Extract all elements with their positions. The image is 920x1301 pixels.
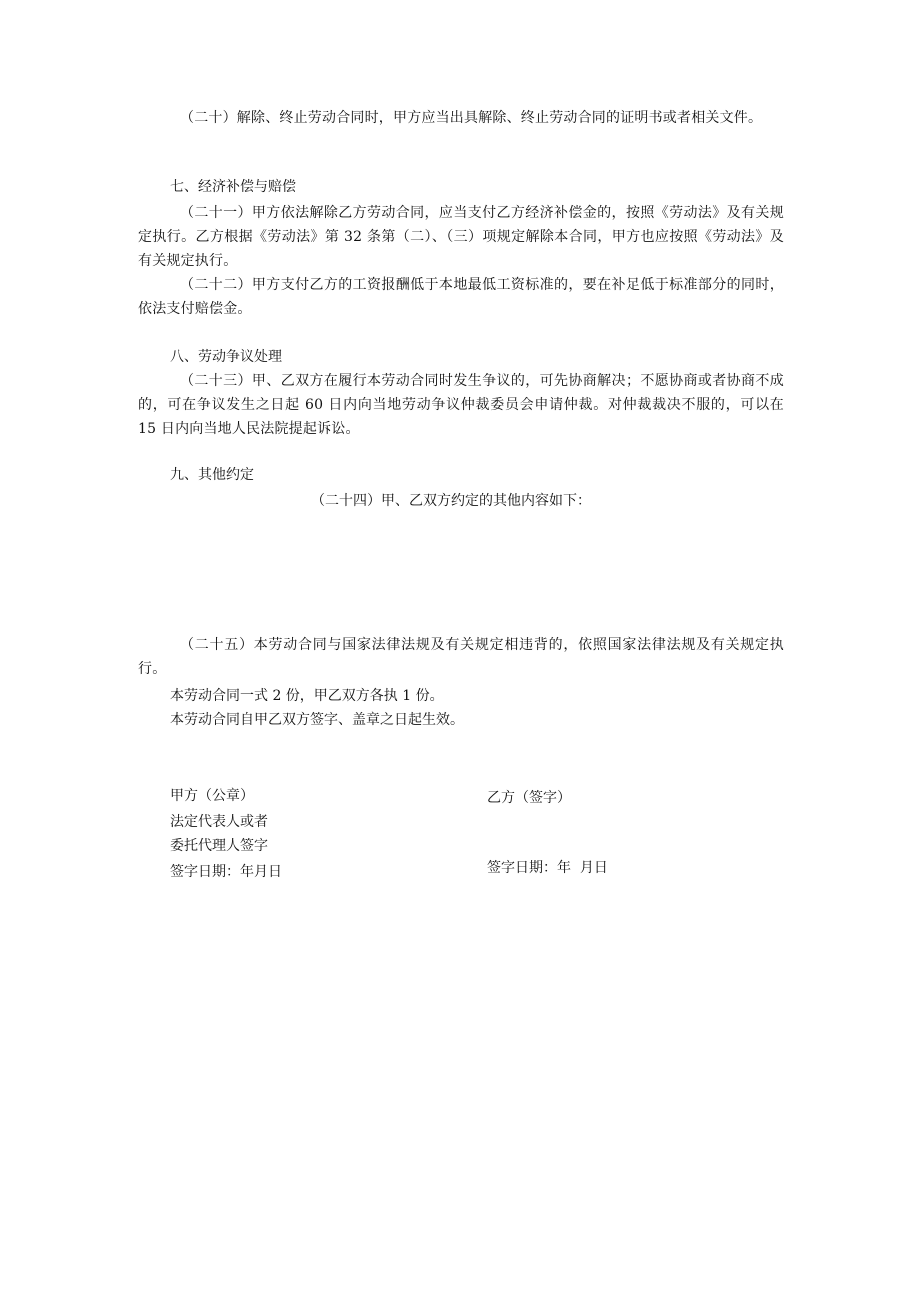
clause-24: （二十四）甲、乙双方约定的其他内容如下： bbox=[311, 493, 591, 509]
party-a-sign-date: 签字日期：年月日 bbox=[170, 864, 282, 880]
effective-statement: 本劳动合同自甲乙双方签字、盖章之日起生效。 bbox=[170, 712, 464, 728]
clause-20: （二十）解除、终止劳动合同时，甲方应当出具解除、终止劳动合同的证明书或者相关文件。 bbox=[180, 110, 763, 126]
clause-23: （二十三）甲、乙双方在履行本劳动合同时发生争议的，可先协商解决；不愿协商或者协商不成的，可在争议发生之日起 60 日内向当地劳动争议仲裁委员会申请仲裁。对仲裁裁决不服的，可以在 15 日内向当地人民法院提起诉讼。 bbox=[138, 373, 784, 437]
clause-22: （二十二）甲方支付乙方的工资报酬低于本地最低工资标准的，要在补足低于标准部分的同时，依法支付赔偿金。 bbox=[138, 277, 784, 317]
section-7-heading: 七、经济补偿与赔偿 bbox=[170, 179, 296, 195]
party-b-sign-date: 签字日期：年 月日 bbox=[487, 860, 608, 876]
party-a-label: 甲方（公章） bbox=[170, 788, 254, 804]
party-a-rep-line1: 法定代表人或者 bbox=[170, 814, 268, 830]
clause-25: （二十五）本劳动合同与国家法律法规及有关规定相违背的，依照国家法律法规及有关规定执行。 bbox=[138, 637, 784, 677]
copies-statement: 本劳动合同一式 2 份，甲乙双方各执 1 份。 bbox=[170, 688, 444, 704]
party-a-rep-line2: 委托代理人签字 bbox=[170, 838, 268, 854]
party-b-label: 乙方（签字） bbox=[487, 790, 571, 806]
clause-21: （二十一）甲方依法解除乙方劳动合同，应当支付乙方经济补偿金的，按照《劳动法》及有关规定执行。乙方根据《劳动法》第 32 条第（二）、（三）项规定解除本合同，甲方也应按照《劳动法》及有关规定执行。 bbox=[138, 205, 784, 269]
section-8-heading: 八、劳动争议处理 bbox=[170, 349, 282, 365]
section-9-heading: 九、其他约定 bbox=[170, 467, 254, 483]
